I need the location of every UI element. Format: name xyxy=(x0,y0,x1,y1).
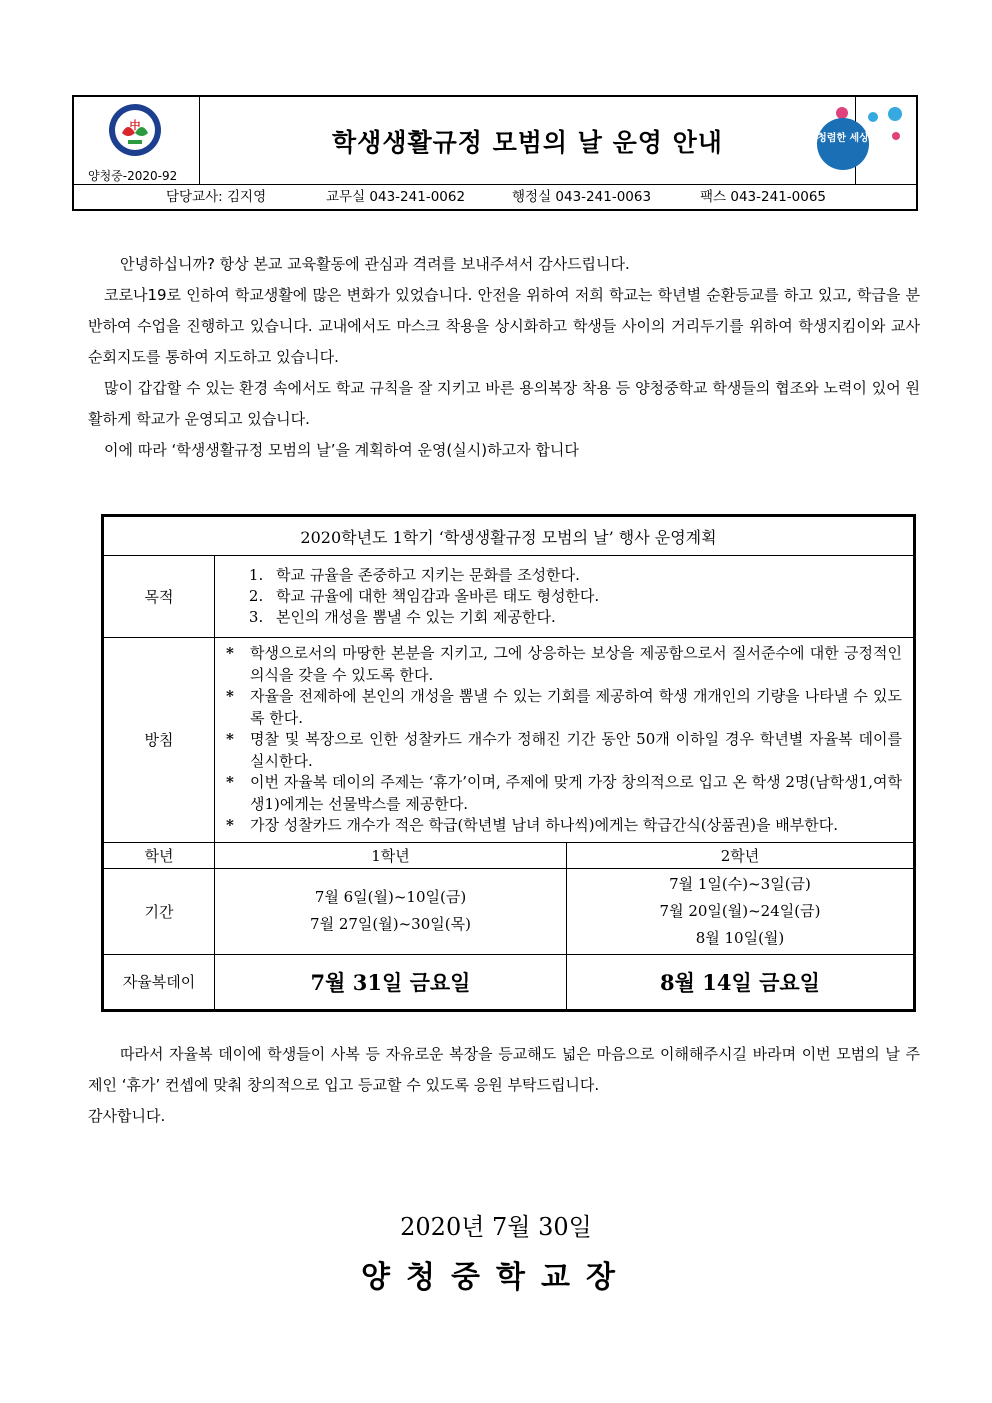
intro-paragraph-2: 코로나19로 인하여 학교생활에 많은 변화가 있었습니다. 안전을 위하여 저희 학교는 학년별 순환등교를 하고 있고, 학급을 분반하여 수업을 진행하고 있습니다. 교내에서도 마스크 착용을 상시화하고 학생들 사이의 거리두기를 위하여 학생지킴이와 교사 순회지도를 통하여 지도하고 있습니다. xyxy=(88,286,920,366)
plan-title: 2020학년도 1학기 ‘학생생활규정 모범의 날’ 행사 운영계획 xyxy=(103,516,915,556)
grade-2-period: 7월 1일(수)~3일(금) 7월 20일(월)~24일(금) 8월 10일(월) xyxy=(567,868,915,954)
document-title: 학생생활규정 모범의 날 운영 안내 xyxy=(332,127,723,157)
bullet-star-icon: * xyxy=(226,644,234,662)
closing-paragraph: 따라서 자율복 데이에 학생들이 사복 등 자유로운 복장을 등교해도 넓은 마음으로 이해해주시길 바라며 이번 모범의 날 주제인 ‘휴가’ 컨셉에 맞춰 창의적으로 입고 등교할 수 있도록 응원 부탁드립니다. xyxy=(88,1045,920,1094)
contact-admin: 행정실 043-241-0063 xyxy=(512,189,652,205)
signature-school: 양청중학교장 xyxy=(361,1260,631,1295)
policy-item: * 자율을 전제하에 본인의 개성을 뽐낼 수 있는 기회를 제공하여 학생 개개인의 기량을 나타낼 수 있도록 한다. xyxy=(226,687,902,727)
policy-item: * 이번 자율복 데이의 주제는 ‘휴가’이며, 주제에 맞게 가장 창의적으로 입고 온 학생 2명(남학생1,여학생1)에게는 선물박스를 제공한다. xyxy=(226,773,902,813)
policy-label: 방침 xyxy=(103,638,215,843)
intro-paragraph-1: 안녕하십니까? 항상 본교 교육활동에 관심과 격려를 보내주셔서 감사드립니다. xyxy=(120,255,630,273)
bullet-star-icon: * xyxy=(226,730,234,748)
intro-paragraph-3: 많이 갑갑할 수 있는 환경 속에서도 학교 규칙을 잘 지키고 바른 용의복장 착용 등 양청중학교 학생들의 협조와 노력이 있어 원활하게 학교가 운영되고 있습니다. xyxy=(88,379,920,428)
purpose-item: 1. 학교 규율을 존중하고 지키는 문화를 조성한다. xyxy=(268,565,912,586)
grade-1-header: 1학년 xyxy=(215,842,567,868)
grade-2-dayoff: 8월 14일 금요일 xyxy=(567,954,915,1010)
school-logo-text: 中 xyxy=(129,119,141,132)
grade-2-header: 2학년 xyxy=(567,842,915,868)
document-number: 양청중-2020-92 xyxy=(88,169,178,183)
intro-text xyxy=(88,249,920,466)
contact-bar xyxy=(74,184,916,209)
purpose-label: 목적 xyxy=(103,556,215,638)
closing-text xyxy=(88,1039,920,1132)
contact-office: 교무실 043-241-0062 xyxy=(326,189,466,205)
document-header xyxy=(72,95,918,211)
policy-item: * 명찰 및 복장으로 인한 성찰카드 개수가 정해진 기간 동안 50개 이하일 경우 학년별 자율복 데이를 실시한다. xyxy=(226,730,902,770)
purpose-item: 2. 학교 규율에 대한 책임감과 올바른 태도 형성한다. xyxy=(268,586,912,607)
purpose-item: 3. 본인의 개성을 뽐낼 수 있는 기회 제공한다. xyxy=(268,607,912,628)
intro-paragraph-4: 이에 따라 ‘학생생활규정 모범의 날’을 계획하여 운영(실시)하고자 합니다 xyxy=(104,441,579,459)
dayoff-label: 자율복데이 xyxy=(103,954,215,1010)
bullet-star-icon: * xyxy=(226,816,234,834)
school-logo-icon xyxy=(108,103,162,157)
school-logo-cell xyxy=(74,97,200,184)
thanks-text: 감사합니다. xyxy=(88,1107,166,1125)
signature-date: 2020년 7월 30일 xyxy=(400,1213,592,1241)
grade-1-dayoff: 7월 31일 금요일 xyxy=(215,954,567,1010)
integrity-emblem-icon xyxy=(808,100,918,180)
bullet-star-icon: * xyxy=(226,773,234,791)
period-label: 기간 xyxy=(103,868,215,954)
grade-1-period: 7월 6일(월)~10일(금) 7월 27일(월)~30일(목) xyxy=(215,868,567,954)
event-plan-table xyxy=(101,514,916,1012)
contact-teacher: 담당교사: 김지영 xyxy=(166,189,267,205)
bullet-star-icon: * xyxy=(226,687,234,705)
policy-item: * 학생으로서의 마땅한 본분을 지키고, 그에 상응하는 보상을 제공함으로서 질서준수에 대한 긍정적인 의식을 갖을 수 있도록 한다. xyxy=(226,644,902,684)
title-cell xyxy=(200,97,856,184)
policy-cell xyxy=(215,638,915,843)
grade-label: 학년 xyxy=(103,842,215,868)
policy-item: * 가장 성찰카드 개수가 적은 학급(학년별 남녀 하나씩)에게는 학급간식(상품권)을 배부한다. xyxy=(226,815,902,837)
emblem-text: 청렴한 세상 xyxy=(817,133,869,144)
contact-fax: 팩스 043-241-0065 xyxy=(700,189,827,205)
purpose-cell xyxy=(215,556,915,638)
